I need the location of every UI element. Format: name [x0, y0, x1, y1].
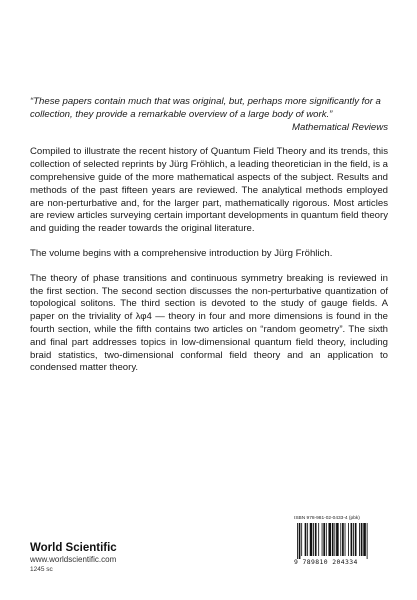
barcode-bar [301, 523, 302, 556]
barcode-bar [318, 523, 319, 556]
barcode-bar [345, 523, 346, 556]
barcode-bar [353, 523, 354, 556]
barcode-bar [334, 523, 335, 556]
barcode-bar [336, 523, 339, 556]
introduction-paragraph: The volume begins with a comprehensive introduction by Jürg Fröhlich. [30, 247, 333, 259]
barcode-bar [307, 523, 308, 556]
barcode-bar [315, 523, 317, 556]
description-paragraph: Compiled to illustrate the recent history of Quantum Field Theory and its trends, this collection of selected reprints by Jürg Fröhlich, a leading theoretician in the field, is a comprehensive guide of the more mathematical aspects of the subject. Results and methods of the past fifteen years are reviewed. The analytical methods employed are non-perturbative and, for the larger part, mathematically rigorous. Most articles are review articles surveying certain important developments in quantum field theory and guiding the reader towards the original literature. [30, 146, 388, 235]
barcode-bar [351, 523, 353, 556]
cover-text [30, 96, 388, 387]
review-source: Mathematical Reviews [292, 121, 388, 133]
barcode-bar [367, 523, 368, 559]
publisher-block [30, 542, 117, 574]
barcode-bar [361, 523, 363, 556]
barcode-bar [332, 523, 334, 556]
publisher-name: World Scientific [30, 542, 117, 554]
barcode-bar [299, 523, 301, 559]
barcode-bar [359, 523, 360, 556]
barcode-bar [340, 523, 341, 556]
barcode-bar [355, 523, 357, 556]
publisher-url[interactable]: www.worldscientific.com [30, 555, 117, 564]
barcode-bar [326, 523, 327, 556]
barcode-bar [342, 523, 344, 556]
barcode-bar [310, 523, 313, 556]
barcode-image [294, 523, 388, 559]
catalog-code: 1245 sc [30, 566, 53, 573]
barcode-digits: 9 789810 204334 [294, 558, 358, 566]
barcode-bar [297, 523, 298, 559]
barcode-bar [313, 523, 314, 556]
isbn-block [294, 516, 388, 566]
isbn-text: ISBN 978-981-02-0433-4 (pbk) [294, 516, 360, 521]
barcode-bar [305, 523, 307, 556]
review-quote: “These papers contain much that was original, but, perhaps more significantly for a collection, they provide a remarkable overview of a large body of work.” [30, 96, 381, 120]
barcode-bar [323, 523, 325, 556]
sections-paragraph: The theory of phase transitions and continuous symmetry breaking is reviewed in the first section. The second section discusses the non-perturbative quantization of topological solitons. The third section is devoted to the study of gauge fields. A paper on the triviality of λφ4 — theory in four and more dimensions is found in the fourth section, while the fifth contains two articles on “random geometry”. The sixth and final part addresses topics in low-dimensional quantum field theory, including braid statistics, two-dimensional conformal field theory and an application to condensed matter theory. [30, 272, 388, 374]
barcode-bar [348, 523, 349, 556]
barcode-bar [322, 523, 323, 556]
barcode-bar [328, 523, 331, 556]
barcode-bar [363, 523, 366, 556]
